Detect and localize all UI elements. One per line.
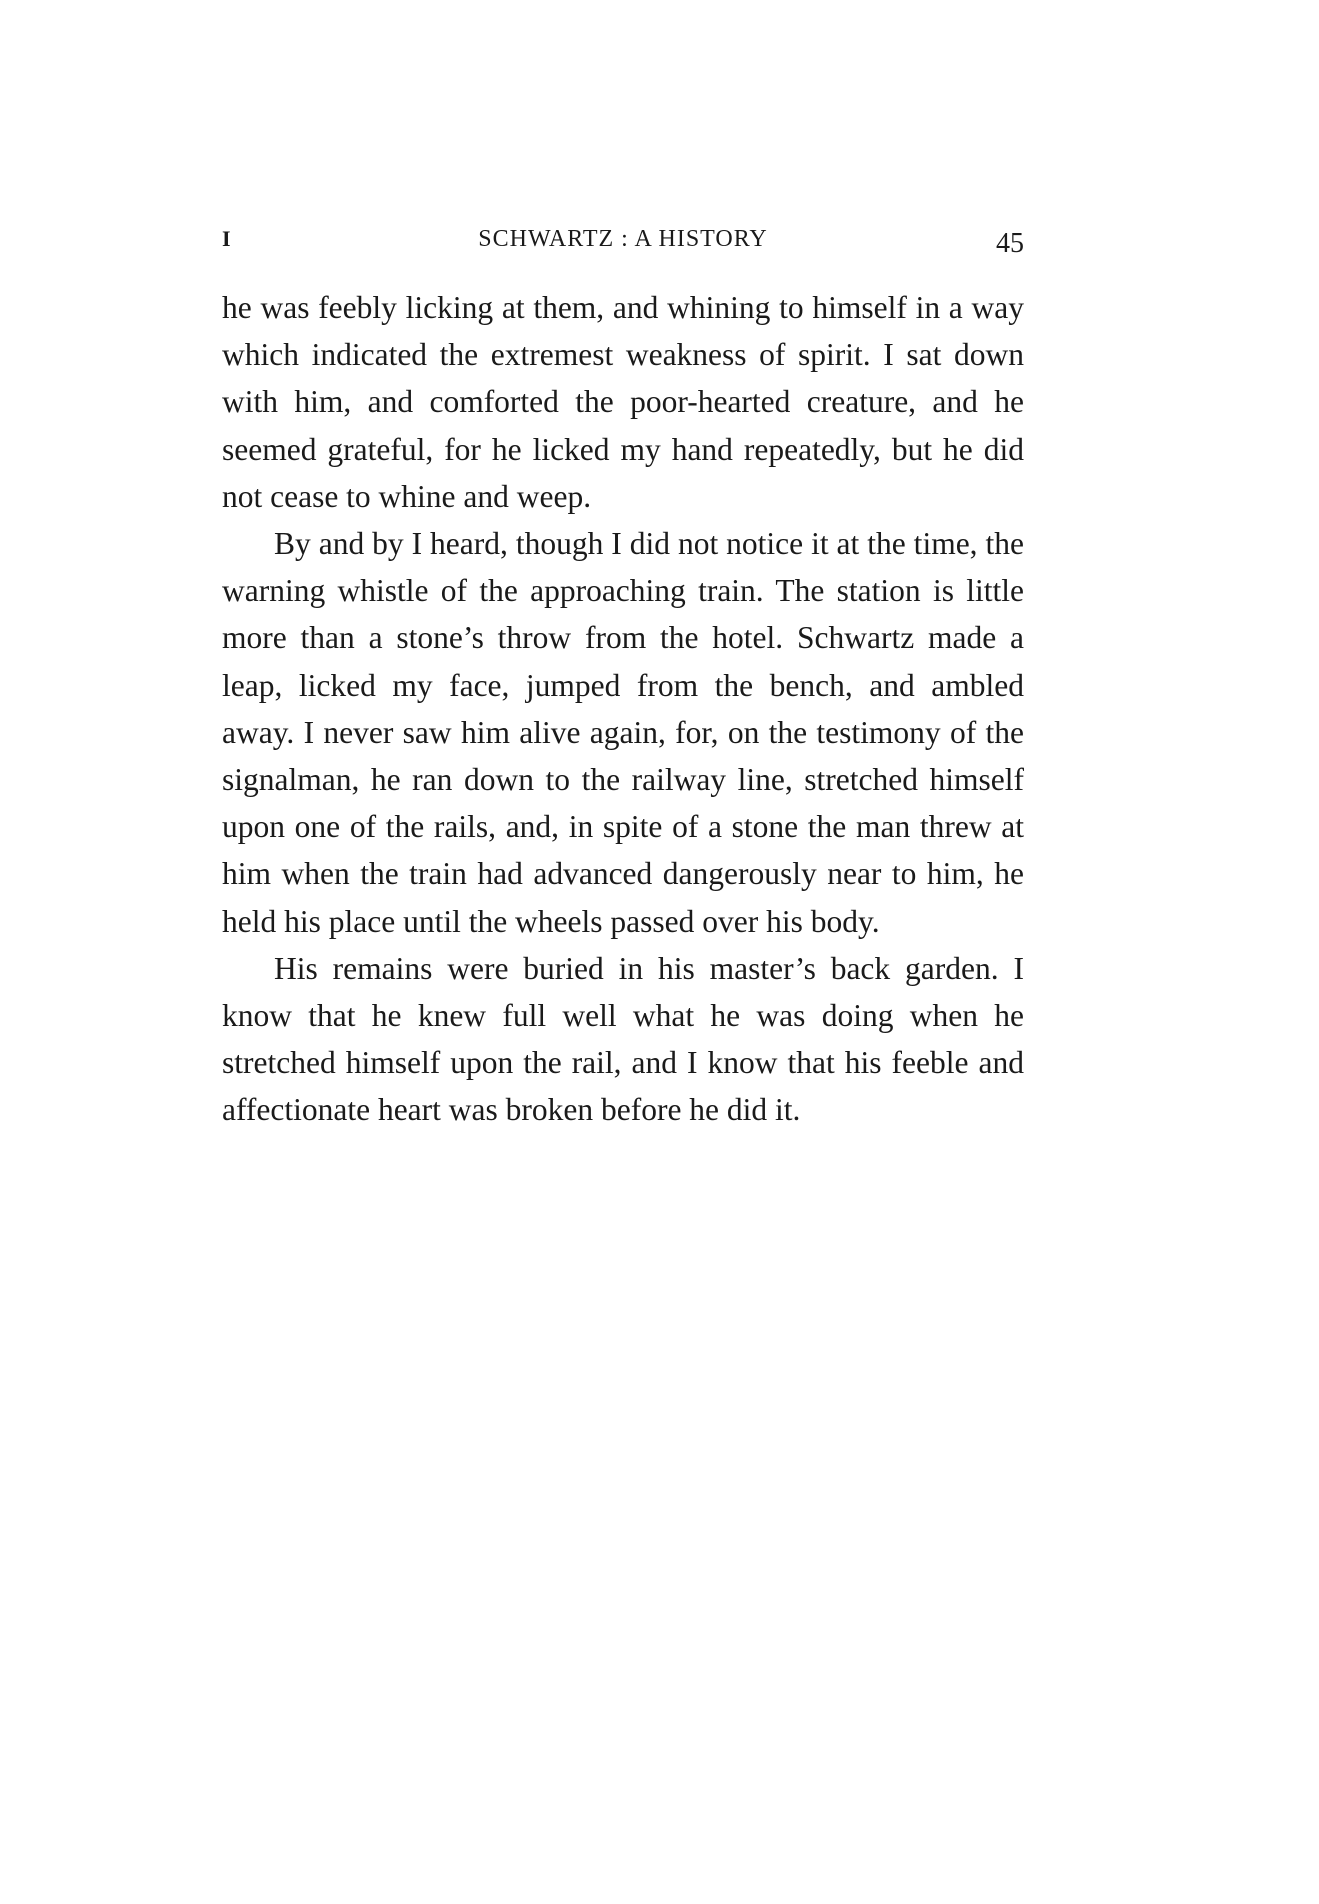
body-text xyxy=(222,284,1024,1134)
paragraph: His remains were buried in his master’s back garden. I know that he knew full well what he was doing when he stretched himself upon the rail, and I know that his feeble and affectionate heart was broken before he did it. xyxy=(222,950,1024,1128)
chapter-number: I xyxy=(222,226,231,251)
running-title: SCHWARTZ : A HISTORY xyxy=(478,226,768,252)
paragraph-continued: he was feebly licking at them, and whining to himself in a way which indicated the extremest weakness of spirit. I sat down with him, and comforted the poor-hearted creature, and he seemed grateful, for he licked my hand repeatedly, but he did not cease to whine and weep. xyxy=(222,290,1024,514)
page-number: 45 xyxy=(996,228,1024,259)
running-head xyxy=(222,226,1024,260)
paragraph: By and by I heard, though I did not notice it at the time, the warning whistle of the approaching train. The station is little more than a stone’s throw from the hotel. Schwartz made a leap, licked my face, jumped from the bench, and ambled away. I never saw him alive again, for, on the testimony of the signalman, he ran down to the railway line, stretched himself upon one of the rails, and, in spite of a stone the man threw at him when the train had advanced dangerously near to him, he held his place until the wheels passed over his body. xyxy=(222,526,1024,939)
